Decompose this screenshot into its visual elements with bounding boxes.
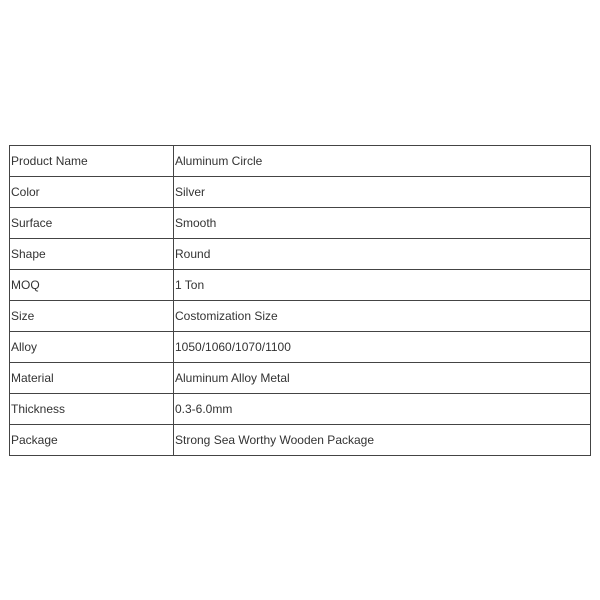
table-row (10, 425, 591, 456)
table-row (10, 146, 591, 177)
spec-table-body (10, 146, 591, 456)
table-row (10, 332, 591, 363)
row-value: 1050/1060/1070/1100 (174, 332, 591, 363)
table-row (10, 208, 591, 239)
row-label: Package (10, 425, 174, 456)
row-label: Material (10, 363, 174, 394)
row-value: Costomization Size (174, 301, 591, 332)
product-spec-table (9, 145, 591, 456)
table-row (10, 363, 591, 394)
row-label: Color (10, 177, 174, 208)
row-value: Silver (174, 177, 591, 208)
row-label: Alloy (10, 332, 174, 363)
row-label: MOQ (10, 270, 174, 301)
table-row (10, 239, 591, 270)
row-label: Size (10, 301, 174, 332)
row-label: Thickness (10, 394, 174, 425)
row-value: 1 Ton (174, 270, 591, 301)
table-row (10, 301, 591, 332)
row-value: Round (174, 239, 591, 270)
row-label: Surface (10, 208, 174, 239)
row-value: Aluminum Alloy Metal (174, 363, 591, 394)
table-row (10, 270, 591, 301)
row-value: Aluminum Circle (174, 146, 591, 177)
row-value: 0.3-6.0mm (174, 394, 591, 425)
table-row (10, 177, 591, 208)
row-value: Strong Sea Worthy Wooden Package (174, 425, 591, 456)
row-label: Product Name (10, 146, 174, 177)
row-value: Smooth (174, 208, 591, 239)
row-label: Shape (10, 239, 174, 270)
table-row (10, 394, 591, 425)
